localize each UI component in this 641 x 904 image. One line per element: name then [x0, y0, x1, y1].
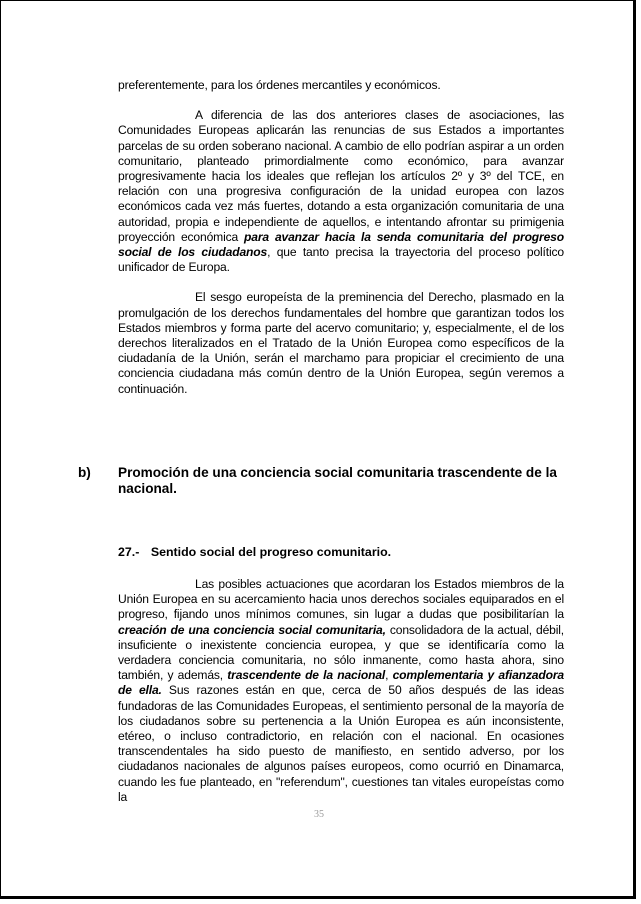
text-run: A diferencia de las dos anteriores clases de asociaciones, las Comunidades Europeas aplicarán las renuncias de sus Estados a importantes parcelas de su orden soberano nacional. A cambio de ello podrían aspirar a un orden comunitario, planteado primordialmente como económico, para avanzar progresivamente hacia los ideales que reflejan los artículos 2º y 3º del TCE, en relación con una progresiva configuración de la unidad europea con lazos económicos cada vez más fuertes, dotando a esta organización comunitaria de una autoridad, propia e independiente de aquellos, e intentando afrontar su primigenia proyección económica — [118, 108, 564, 244]
paragraph-3 — [118, 290, 564, 396]
text-run: , — [385, 668, 393, 683]
paragraph-2 — [118, 108, 564, 275]
paragraph-4 — [118, 577, 564, 805]
text-run: consolidadora de la actual, débil, insuficiente o inexistente conciencia europea, y que se identificaría como la verdadera conciencia comunitaria, no sólo inmanente, como hasta ahora, sino también, y además, — [118, 622, 565, 683]
section-title: Promoción de una conciencia social comunitaria trascendente de la nacional. — [118, 465, 557, 497]
emphasis-text: para avanzar hacia la senda comunitaria del progreso social de los ciudadanos — [118, 229, 564, 260]
text-run: Sus razones están en que, cerca de 50 años después de las ideas fundadoras de las Comunidades Europeas, el sentimiento personal de la mayoría de los ciudadanos sobre su pertenencia a la Unión Europea es aún inconsistente, etéreo, o incluso contradictorio, en relación con el nacional. En ocasiones transcendentales ha sido puesto de manifiesto, en sentido adverso, por los ciudadanos nacionales de algunos países europeos, como ocurrió en Dinamarca, cuando les fue planteado, en "referendum", cuestiones tan vitales europeístas como la — [118, 683, 564, 804]
subsection-title: Sentido social del progreso comunitario. — [150, 545, 392, 559]
section-letter: b) — [78, 465, 91, 480]
text-run: preferentemente, para los órdenes mercantiles y económicos. — [118, 78, 441, 92]
text-run: , que tanto precisa la trayectoria del proceso político unificador de Europa. — [118, 245, 564, 275]
subsection-heading — [118, 545, 391, 560]
text-run: El sesgo europeísta de la preminencia del Derecho, plasmado en la promulgación de los derechos fundamentales del hombre que garantizan todos los Estados miembros y forma parte del acervo comunitario; y, especialmente, el de los derechos literalizados en el Tratado de la Unión Europea como específicos de la ciudadanía de la Unión, serán el marchamo para propiciar el crecimiento de una conciencia ciudadana más común dentro de la Unión Europea, según veremos a continuación. — [118, 290, 564, 396]
page-number: 35 — [314, 809, 324, 820]
subsection-number: 27.- — [118, 545, 140, 559]
body-text-bottom — [118, 577, 564, 805]
emphasis-text: complementaria y afianzadora de ella. — [118, 668, 564, 698]
emphasis-text: trascendente de la nacional — [227, 668, 386, 683]
body-text-top — [118, 78, 564, 397]
paragraph-1 — [118, 78, 564, 93]
emphasis-text: creación de una conciencia social comunitaria, — [118, 622, 386, 637]
text-run: Las posibles actuaciones que acordaran los Estados miembros de la Unión Europea en su acercamiento hacia unos derechos sociales equiparados en el progreso, fijando unos mínimos comunes, sin lugar a dudas que posibilitarían la — [118, 577, 564, 622]
